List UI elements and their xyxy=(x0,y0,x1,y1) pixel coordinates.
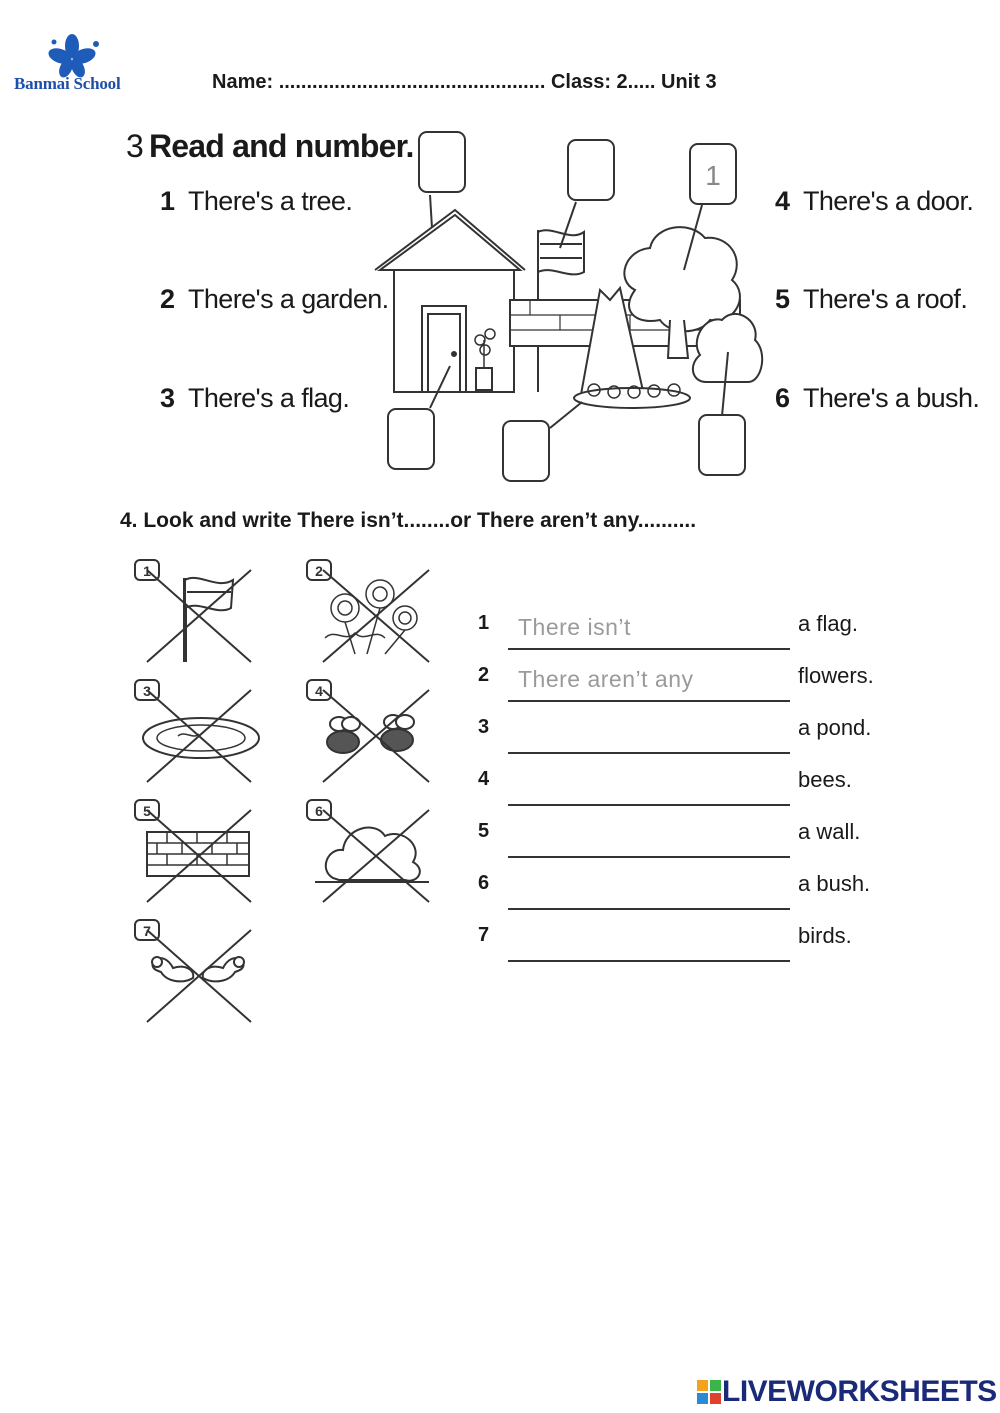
sentence-6: 6 There's a bush. xyxy=(775,383,980,413)
svg-text:7: 7 xyxy=(143,923,151,939)
answer-box-door[interactable] xyxy=(387,408,435,470)
svg-text:3: 3 xyxy=(143,683,151,699)
school-name: Banmai School xyxy=(14,74,121,93)
picture-3-pond xyxy=(133,678,263,788)
sentence-2: 2 There's a garden. xyxy=(160,284,389,314)
answer-input-6[interactable] xyxy=(508,872,790,910)
picture-7-birds xyxy=(133,918,263,1028)
answer-input-3[interactable] xyxy=(508,716,790,754)
sentence-1: 1 There's a tree. xyxy=(160,186,353,216)
flag-icon xyxy=(185,578,233,662)
exercise-3-title-text: Read and number. xyxy=(149,128,414,164)
picture-1-flag xyxy=(133,558,263,668)
answer-input-2[interactable]: There aren’t any xyxy=(508,664,790,702)
picture-6-bush xyxy=(305,798,435,908)
exercise-4-title: 4. Look and write There isn’t........or There aren’t any.......... xyxy=(120,509,697,532)
bees-icon xyxy=(327,715,414,753)
exercise-3-number: 3 xyxy=(126,128,143,164)
student-info-line[interactable]: Name: ................................................ Class: 2..... Unit 3 xyxy=(212,71,717,93)
answer-input-1[interactable]: There isn’t xyxy=(508,612,790,650)
answer-box-house[interactable] xyxy=(418,131,466,193)
picture-5-wall xyxy=(133,798,263,908)
answer-box-bush[interactable] xyxy=(698,414,746,476)
svg-text:4: 4 xyxy=(315,683,323,699)
answer-input-7[interactable] xyxy=(508,924,790,962)
bush-icon xyxy=(315,828,429,882)
picture-4-bees xyxy=(305,678,435,788)
svg-text:2: 2 xyxy=(315,563,323,579)
answer-box-tree[interactable]: 1 xyxy=(689,143,737,205)
answer-input-5[interactable] xyxy=(508,820,790,858)
picture-number: 1 xyxy=(143,563,151,579)
answer-box-flag[interactable] xyxy=(567,139,615,201)
sentence-4: 4 There's a door. xyxy=(775,186,974,216)
sentence-3: 3 There's a flag. xyxy=(160,383,350,413)
liveworksheets-logo-icon xyxy=(697,1380,721,1404)
answer-input-4[interactable] xyxy=(508,768,790,806)
liveworksheets-brand[interactable]: LIVEWORKSHEETS xyxy=(722,1375,997,1408)
sentence-5: 5 There's a roof. xyxy=(775,284,968,314)
svg-text:6: 6 xyxy=(315,803,323,819)
picture-2-flowers xyxy=(305,558,435,668)
answer-box-garden[interactable] xyxy=(502,420,550,482)
svg-text:5: 5 xyxy=(143,803,151,819)
